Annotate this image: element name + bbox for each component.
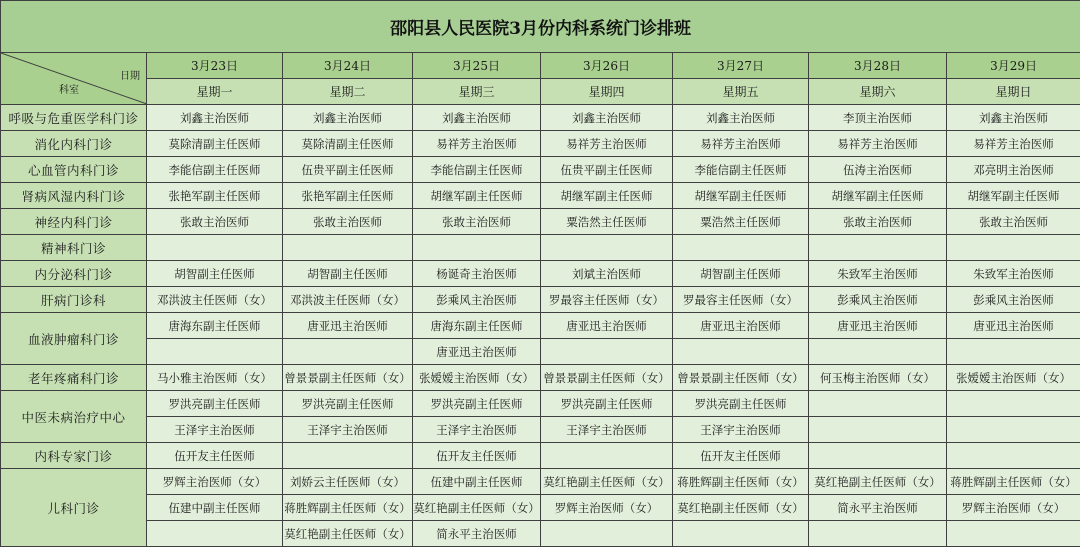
schedule-row	[1, 131, 1080, 157]
doctor-cell: 罗辉主治医师（女）	[147, 469, 283, 495]
doctor-cell: 马小雅主治医师（女）	[147, 365, 283, 391]
doctor-cell: 邓亮明主治医师	[947, 157, 1080, 183]
doctor-cell: 罗洪亮副主任医师	[283, 391, 413, 417]
doctor-cell	[809, 235, 947, 261]
department-name: 内分泌科门诊	[1, 261, 147, 287]
doctor-cell: 易祥芳主治医师	[673, 131, 809, 157]
doctor-cell: 胡智副主任医师	[283, 261, 413, 287]
doctor-cell: 伍贵平副主任医师	[283, 157, 413, 183]
doctor-cell: 彭乘风主治医师	[413, 287, 541, 313]
schedule-title: 邵阳县人民医院3月份内科系统门诊排班	[1, 1, 1080, 53]
doctor-cell: 伍开友主任医师	[673, 443, 809, 469]
weekday-header: 星期二	[283, 79, 413, 105]
doctor-cell: 曾景景副主任医师（女）	[673, 365, 809, 391]
doctor-cell: 曾景景副主任医师（女）	[541, 365, 673, 391]
doctor-cell	[147, 339, 283, 365]
corner-dept-label: 科室	[59, 81, 79, 96]
doctor-cell: 李能信副主任医师	[413, 157, 541, 183]
doctor-cell: 刘鑫主治医师	[147, 105, 283, 131]
doctor-cell: 简永平主治医师	[809, 495, 947, 521]
doctor-cell: 刘鑫主治医师	[413, 105, 541, 131]
doctor-cell: 易祥芳主治医师	[413, 131, 541, 157]
doctor-cell: 莫红艳副主任医师（女）	[283, 521, 413, 547]
doctor-cell	[283, 443, 413, 469]
doctor-cell: 何玉梅主治医师（女）	[809, 365, 947, 391]
doctor-cell: 莫红艳副主任医师（女）	[413, 495, 541, 521]
doctor-cell: 伍建中副主任医师	[147, 495, 283, 521]
doctor-cell	[947, 443, 1080, 469]
doctor-cell: 粟浩然主任医师	[673, 209, 809, 235]
date-header: 3月24日	[283, 53, 413, 79]
doctor-cell: 王泽宇主治医师	[541, 417, 673, 443]
department-name: 呼吸与危重医学科门诊	[1, 105, 147, 131]
doctor-cell	[947, 521, 1080, 547]
doctor-cell	[809, 443, 947, 469]
schedule-row	[1, 417, 1080, 443]
doctor-cell: 唐亚迅主治医师	[809, 313, 947, 339]
department-name: 消化内科门诊	[1, 131, 147, 157]
doctor-cell: 王泽宇主治医师	[283, 417, 413, 443]
weekday-header: 星期日	[947, 79, 1080, 105]
doctor-cell: 易祥芳主治医师	[947, 131, 1080, 157]
doctor-cell: 张敢主治医师	[809, 209, 947, 235]
doctor-cell: 罗洪亮副主任医师	[413, 391, 541, 417]
doctor-cell: 王泽宇主治医师	[673, 417, 809, 443]
doctor-cell: 罗辉主治医师（女）	[541, 495, 673, 521]
doctor-cell: 王泽宇主治医师	[147, 417, 283, 443]
doctor-cell: 刘鑫主治医师	[673, 105, 809, 131]
doctor-cell: 罗最容主任医师（女）	[541, 287, 673, 313]
date-header: 3月29日	[947, 53, 1080, 79]
doctor-cell: 邓洪波主任医师（女）	[283, 287, 413, 313]
weekday-header: 星期六	[809, 79, 947, 105]
doctor-cell: 伍开友主任医师	[413, 443, 541, 469]
schedule-row	[1, 157, 1080, 183]
doctor-cell	[673, 521, 809, 547]
doctor-cell: 莫除清副主任医师	[147, 131, 283, 157]
department-name: 中医未病治疗中心	[1, 391, 147, 443]
doctor-cell	[541, 235, 673, 261]
schedule-row	[1, 261, 1080, 287]
schedule-row	[1, 495, 1080, 521]
doctor-cell	[147, 235, 283, 261]
doctor-cell: 唐亚迅主治医师	[947, 313, 1080, 339]
doctor-cell: 蒋胜辉副主任医师（女）	[283, 495, 413, 521]
doctor-cell	[809, 339, 947, 365]
doctor-cell: 唐亚迅主治医师	[283, 313, 413, 339]
doctor-cell: 王泽宇主治医师	[413, 417, 541, 443]
doctor-cell	[947, 391, 1080, 417]
doctor-cell	[809, 521, 947, 547]
doctor-cell: 刘鑫主治医师	[947, 105, 1080, 131]
department-name: 心血管内科门诊	[1, 157, 147, 183]
doctor-cell	[947, 235, 1080, 261]
date-header: 3月23日	[147, 53, 283, 79]
doctor-cell: 罗最容主任医师（女）	[673, 287, 809, 313]
doctor-cell: 伍开友主任医师	[147, 443, 283, 469]
doctor-cell: 易祥芳主治医师	[541, 131, 673, 157]
weekday-header: 星期一	[147, 79, 283, 105]
doctor-cell: 李能信副主任医师	[147, 157, 283, 183]
schedule-row	[1, 313, 1080, 339]
doctor-cell: 伍贵平副主任医师	[541, 157, 673, 183]
doctor-cell: 胡智副主任医师	[673, 261, 809, 287]
date-header: 3月25日	[413, 53, 541, 79]
doctor-cell: 简永平主治医师	[413, 521, 541, 547]
doctor-cell: 莫红艳副主任医师（女）	[809, 469, 947, 495]
schedule-row	[1, 391, 1080, 417]
schedule-row	[1, 287, 1080, 313]
doctor-cell: 刘娇云主任医师（女）	[283, 469, 413, 495]
doctor-cell	[673, 339, 809, 365]
doctor-cell: 易祥芳主治医师	[809, 131, 947, 157]
doctor-cell: 朱致军主治医师	[809, 261, 947, 287]
doctor-cell: 胡继军副主任医师	[809, 183, 947, 209]
schedule-row	[1, 183, 1080, 209]
doctor-cell: 莫除清副主任医师	[283, 131, 413, 157]
schedule-row	[1, 469, 1080, 495]
doctor-cell	[413, 235, 541, 261]
schedule-row	[1, 443, 1080, 469]
weekday-header: 星期三	[413, 79, 541, 105]
doctor-cell: 莫红艳副主任医师（女）	[673, 495, 809, 521]
doctor-cell	[673, 235, 809, 261]
doctor-cell: 胡继军副主任医师	[947, 183, 1080, 209]
doctor-cell: 张敢主治医师	[413, 209, 541, 235]
department-name: 老年疼痛科门诊	[1, 365, 147, 391]
schedule-row	[1, 339, 1080, 365]
department-name: 内科专家门诊	[1, 443, 147, 469]
doctor-cell: 曾景景副主任医师（女）	[283, 365, 413, 391]
date-header: 3月27日	[673, 53, 809, 79]
doctor-cell: 粟浩然主任医师	[541, 209, 673, 235]
doctor-cell: 罗辉主治医师（女）	[947, 495, 1080, 521]
doctor-cell: 张敢主治医师	[147, 209, 283, 235]
doctor-cell: 罗洪亮副主任医师	[541, 391, 673, 417]
doctor-cell: 彭乘风主治医师	[809, 287, 947, 313]
corner-header	[1, 53, 147, 105]
doctor-cell	[541, 521, 673, 547]
doctor-cell: 唐亚迅主治医师	[541, 313, 673, 339]
doctor-cell: 张嫒嫒主治医师（女）	[413, 365, 541, 391]
weekday-header: 星期五	[673, 79, 809, 105]
doctor-cell: 伍建中副主任医师	[413, 469, 541, 495]
department-name: 精神科门诊	[1, 235, 147, 261]
department-name: 肝病门诊科	[1, 287, 147, 313]
corner-date-label: 日期	[120, 67, 140, 82]
schedule-row	[1, 235, 1080, 261]
weekday-header: 星期四	[541, 79, 673, 105]
doctor-cell	[147, 521, 283, 547]
doctor-cell: 张敢主治医师	[947, 209, 1080, 235]
doctor-cell: 胡智副主任医师	[147, 261, 283, 287]
doctor-cell	[283, 339, 413, 365]
doctor-cell: 刘鑫主治医师	[541, 105, 673, 131]
doctor-cell	[541, 443, 673, 469]
doctor-cell: 唐海东副主任医师	[413, 313, 541, 339]
doctor-cell: 邓洪波主任医师（女）	[147, 287, 283, 313]
schedule-row	[1, 209, 1080, 235]
doctor-cell: 蒋胜辉副主任医师（女）	[947, 469, 1080, 495]
doctor-cell: 胡继军副主任医师	[413, 183, 541, 209]
doctor-cell: 朱致军主治医师	[947, 261, 1080, 287]
doctor-cell: 唐亚迅主治医师	[673, 313, 809, 339]
doctor-cell	[809, 417, 947, 443]
schedule-row	[1, 105, 1080, 131]
doctor-cell: 刘斌主治医师	[541, 261, 673, 287]
department-name: 肾病风湿内科门诊	[1, 183, 147, 209]
doctor-cell	[947, 417, 1080, 443]
department-name: 神经内科门诊	[1, 209, 147, 235]
doctor-cell: 罗洪亮副主任医师	[673, 391, 809, 417]
doctor-cell: 杨诞奇主治医师	[413, 261, 541, 287]
doctor-cell: 伍涛主治医师	[809, 157, 947, 183]
doctor-cell: 莫红艳副主任医师（女）	[541, 469, 673, 495]
doctor-cell: 罗洪亮副主任医师	[147, 391, 283, 417]
doctor-cell: 蒋胜辉副主任医师（女）	[673, 469, 809, 495]
doctor-cell: 张艳军副主任医师	[147, 183, 283, 209]
doctor-cell: 胡继军副主任医师	[673, 183, 809, 209]
doctor-cell: 张艳军副主任医师	[283, 183, 413, 209]
date-header: 3月26日	[541, 53, 673, 79]
doctor-cell: 张敢主治医师	[283, 209, 413, 235]
department-name: 儿科门诊	[1, 469, 147, 547]
doctor-cell: 张嫒嫒主治医师（女）	[947, 365, 1080, 391]
doctor-cell: 李能信副主任医师	[673, 157, 809, 183]
doctor-cell: 刘鑫主治医师	[283, 105, 413, 131]
doctor-cell: 唐亚迅主治医师	[413, 339, 541, 365]
doctor-cell	[947, 339, 1080, 365]
schedule-row	[1, 365, 1080, 391]
doctor-cell	[283, 235, 413, 261]
doctor-cell: 唐海东副主任医师	[147, 313, 283, 339]
schedule-row	[1, 521, 1080, 547]
doctor-cell: 李顶主治医师	[809, 105, 947, 131]
department-name: 血液肿瘤科门诊	[1, 313, 147, 365]
doctor-cell	[809, 391, 947, 417]
doctor-cell: 胡继军副主任医师	[541, 183, 673, 209]
doctor-cell: 彭乘风主治医师	[947, 287, 1080, 313]
doctor-cell	[541, 339, 673, 365]
date-header: 3月28日	[809, 53, 947, 79]
